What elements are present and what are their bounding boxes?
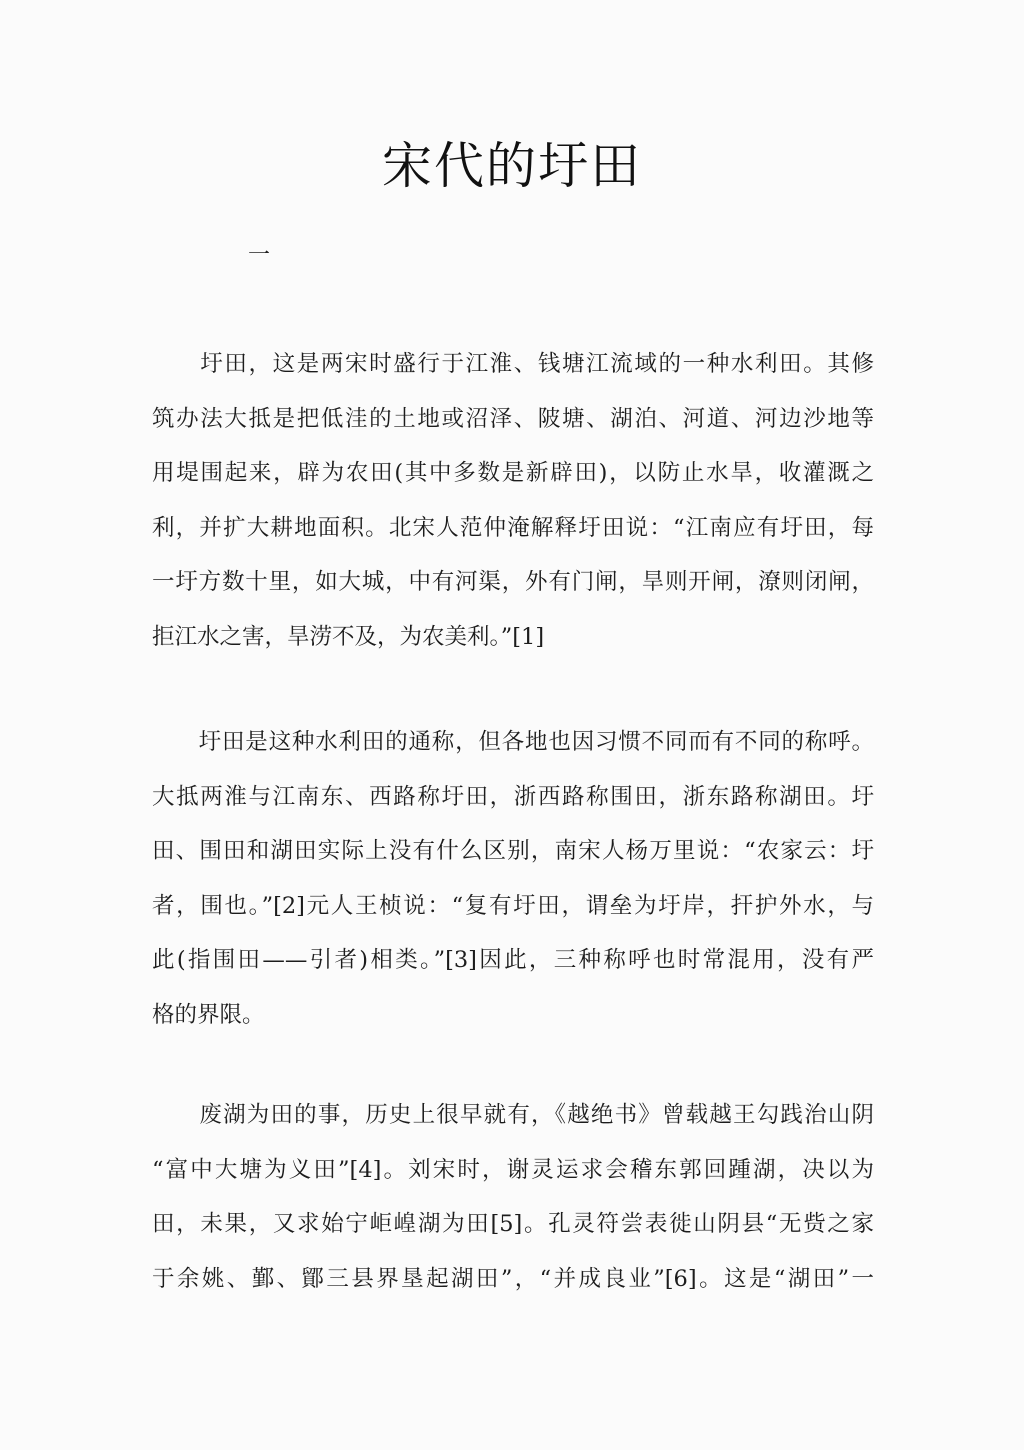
paragraph-line: 者，围也。”[2]元人王桢说：“复有圩田，谓垒为圩岸，扞护外水，与 (152, 892, 874, 919)
paragraph-line: 圩田是这种水利田的通称，但各地也因习惯不同而有不同的称呼。 (152, 729, 874, 755)
paragraph-line: 一圩方数十里，如大城，中有河渠，外有门闸，旱则开闸，潦则闭闸， (152, 569, 874, 596)
paragraph-line: 拒江水之害，旱涝不及，为农美利。”[1] (152, 623, 545, 650)
paragraph-line: 圩田，这是两宋时盛行于江淮、钱塘江流域的一种水利田。其修 (152, 351, 874, 377)
document-title: 宋代的圩田 (382, 137, 642, 195)
paragraph-line: 田，未果，又求始宁岠崲湖为田[5]。孔灵符尝表徙山阴县“无赀之家 (152, 1211, 874, 1238)
section-number: 一 (248, 243, 271, 268)
paragraph-line: 于余姚、鄞、鄮三县界垦起湖田”，“并成良业”[6]。这是“湖田”一 (152, 1265, 874, 1292)
paragraph-line: 大抵两淮与江南东、西路称圩田，浙西路称围田，浙东路称湖田。圩 (152, 783, 874, 810)
paragraph-line: 利，并扩大耕地面积。北宋人范仲淹解释圩田说：“江南应有圩田，每 (152, 514, 874, 541)
paragraph-line: “富中大塘为义田”[4]。刘宋时，谢灵运求会稽东郭回踵湖，决以为 (152, 1156, 874, 1183)
paragraph-line: 废湖为田的事，历史上很早就有，《越绝书》曾载越王勾践治山阴 (152, 1102, 874, 1128)
paragraph-line: 田、围田和湖田实际上没有什么区别，南宋人杨万里说：“农家云：圩 (152, 838, 874, 865)
paragraph-3 (152, 1088, 874, 1306)
paragraph-1 (152, 337, 874, 665)
paragraph-line: 此(指围田——引者)相类。”[3]因此，三种称呼也时常混用，没有严 (152, 947, 874, 974)
paragraph-2 (152, 715, 874, 1043)
paragraph-line: 格的界限。 (152, 1001, 265, 1028)
paragraph-line: 用堤围起来，辟为农田(其中多数是新辟田)，以防止水旱，收灌溉之 (152, 460, 874, 487)
paragraph-line: 筑办法大抵是把低洼的土地或沼泽、陂塘、湖泊、河道、河边沙地等 (152, 405, 874, 432)
